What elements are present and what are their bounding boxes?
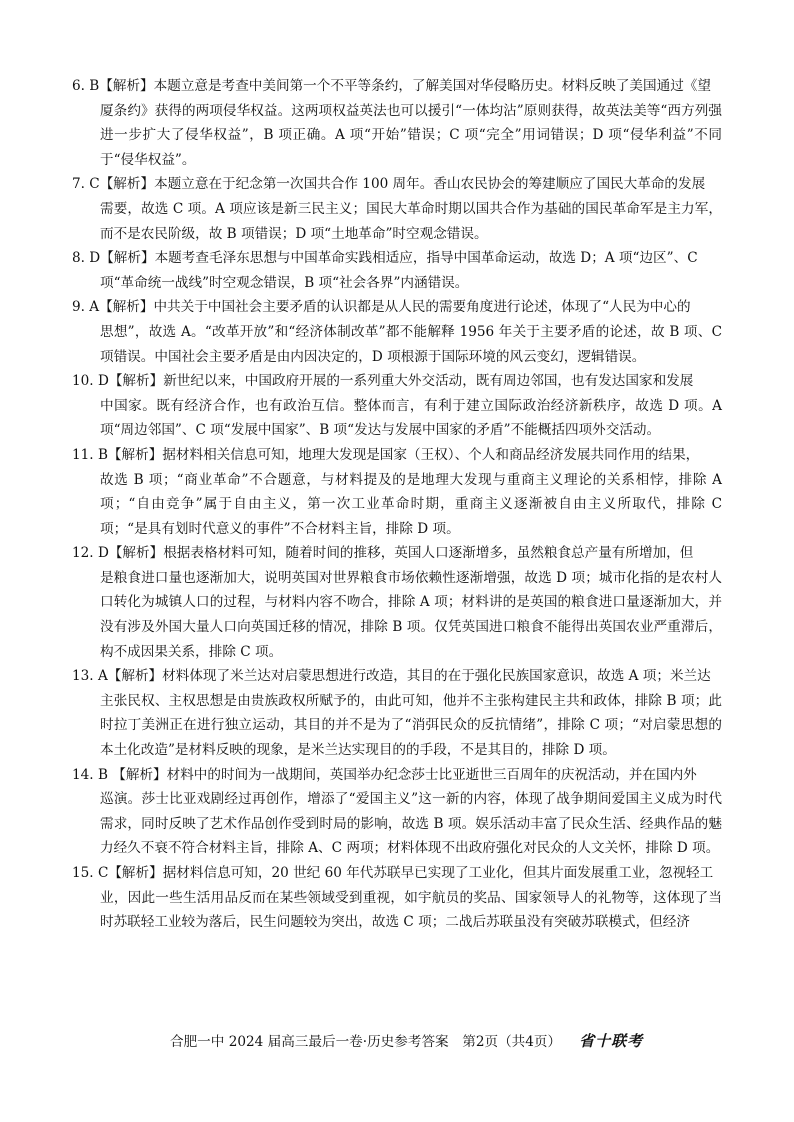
answer-continuation: 是粮食进口量也逐渐加大，说明英国对世界粮食市场依赖性逐渐增强，故选 D 项；城市化指的是农村人口转化为城镇人口的过程，与材料内容不吻合，排除 A 项；材料讲的是英国的粮食进口量逐渐加大，并没有涉及外国大量人口向英国迁移的情况，排除 B 项。仅凭英国进口粮食不能得出英国农业严重滞后，构不成因果关系，排除 C 项。 [100,569,722,660]
answer-continuation: 巡演。莎士比亚戏剧经过再创作，增添了“爱国主义”这一新的内容，体现了战争期间爱国主义成为时代需求，同时反映了艺术作品创作受到时局的影响，故选 B 项。娱乐活动丰富了民众生活、经典作品的魅力经久不衰不符合材料主旨，排除 A、C 两项；材料体现不出政府强化对民众的人文关怀，排除 D 项。 [100,791,722,857]
answer-first-line: 14. B 【解析】材料中的时间为一战期间，英国举办纪念莎士比亚逝世三百周年的庆祝活动，并在国内外 [72,766,697,783]
answer-continuation: 故选 B 项；“商业革命”不合题意，与材料提及的是地理大发现与重商主义理论的关系相悖，排除 A 项；“自由竞争”属于自由主义，第一次工业革命时期，重商主义逐渐被自由主义所取代，排除 C 项；“是具有划时代意义的事件”不合材料主旨，排除 D 项。 [100,471,722,537]
answer-item [72,861,722,935]
answer-continuation: 项“革命统一战线”时空观念错误，B 项“社会各界”内涵错误。 [100,274,469,291]
footer-text: 合肥一中 2024 届高三最后一卷·历史参考答案 第2页（共4页） [170,1034,562,1050]
answer-first-line: 12. D【解析】根据表格材料可知，随着时间的推移，英国人口逐渐增多，虽然粮食总产量有所增加，但 [72,545,694,562]
answer-item [72,763,722,861]
answer-item [72,295,722,369]
answer-continuation: 厦条约》获得的两项侵华权益。这两项权益英法也可以援引“一体均沾”原则获得，故英法美等“西方列强进一步扩大了侵华权益”，B 项正确。A 项“开始”错误；C 项“完全”用词错误；D 项“侵华利益”不同于“侵华权益”。 [100,102,722,168]
answer-item [72,443,722,541]
page-footer [170,1030,650,1051]
answer-first-line: 15. C【解析】据材料信息可知，20 世纪 60 年代苏联早已实现了工业化，但其片面发展重工业，忽视轻工 [72,865,714,881]
answer-first-line: 6. B【解析】本题立意是考查中美间第一个不平等条约，了解美国对华侵略历史。材料反映了美国通过《望 [72,78,711,94]
answer-item [72,664,722,762]
answer-item [72,172,722,246]
footer-brand-logo: 省十联考 [579,1032,644,1050]
answer-item [72,246,722,295]
answer-first-line: 10. D【解析】新世纪以来，中国政府开展的一系列重大外交活动，既有周边邻国，也有发达国家和发展 [72,373,694,390]
answer-continuation: 业，因此一些生活用品反而在某些领域受到重视，如宇航员的奖品、国家领导人的礼物等，这体现了当时苏联轻工业较为落后，民生问题较为突出，故选 C 项；二战后苏联虽没有突破苏联模式，但经济 [100,889,722,931]
answer-item [72,369,722,443]
answer-continuation: 需要，故选 C 项。A 项应该是新三民主义；国民大革命时期以国共合作为基础的国民革命军是主力军，而不是农民阶级，故 B 项错误；D 项“土地革命”时空观念错误。 [100,200,722,242]
answer-continuation: 思想”，故选 A。“改革开放”和“经济体制改革”都不能解释 1956 年关于主要矛盾的论述，故 B 项、C 项错误。中国社会主要矛盾是由内因决定的，D 项根源于国际环境的风云变幻，逻辑错误。 [100,323,722,365]
answer-item [72,541,722,664]
answer-first-line: 7. C【解析】本题立意在于纪念第一次国共合作 100 周年。香山农民协会的筹建顺应了国民大革命的发展 [72,176,706,193]
answer-list [72,74,722,935]
answer-continuation: 中国家。既有经济合作，也有政治互信。整体而言，有利于建立国际政治经济新秩序，故选 D 项。A 项“周边邻国”、C 项“发展中国家”、B 项“发达与发展中国家的矛盾”不能概括四项外交活动。 [100,397,722,439]
answer-first-line: 11. B【解析】据材料相关信息可知，地理大发现是国家（王权）、个人和商品经济发展共同作用的结果， [72,446,700,463]
answer-continuation: 主张民权、主权思想是由贵族政权所赋予的，由此可知，他并不主张构建民主共和政体，排除 B 项；此时拉丁美洲正在进行独立运动，其目的并不是为了“消弭民众的反抗情绪”，排除 C 项；“对启蒙思想的本土化改造”是材料反映的现象，是米兰达实现目的的手段，不是其目的，排除 D 项。 [100,692,722,759]
answer-item [72,74,722,172]
answer-first-line: 9. A【解析】中共关于中国社会主要矛盾的认识都是从人民的需要角度进行论述，体现了“人民为中心的 [72,299,691,316]
answer-first-line: 8. D【解析】本题考查毛泽东思想与中国革命实践相适应，指导中国革命运动，故选 D；A 项“边区”、C [72,250,698,267]
answer-first-line: 13. A【解析】材料体现了米兰达对启蒙思想进行改造，其目的在于强化民族国家意识，故选 A 项；米兰达 [72,668,711,685]
